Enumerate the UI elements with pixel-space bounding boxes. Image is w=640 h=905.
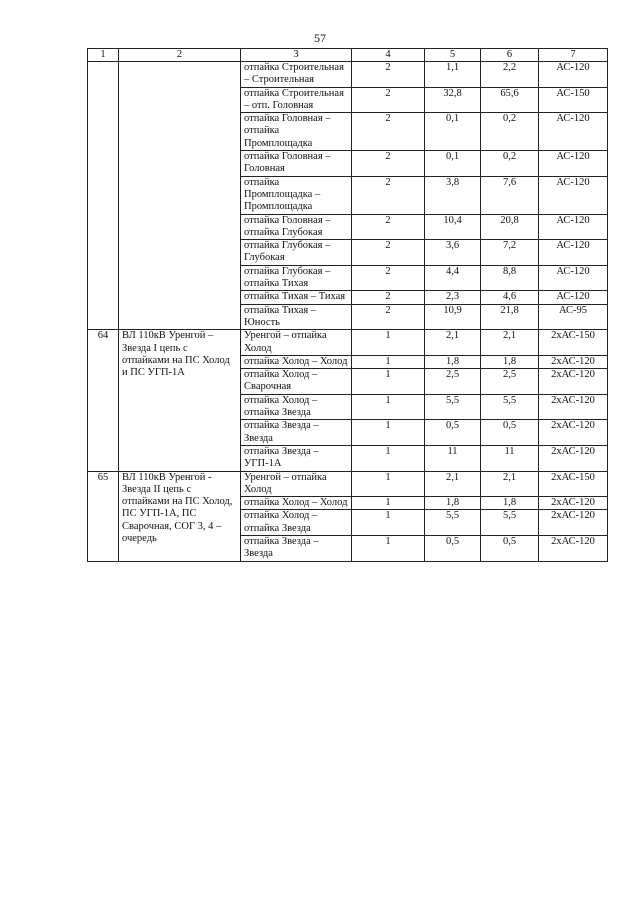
length-cell: 5,5: [425, 510, 481, 536]
table-row: [88, 330, 608, 356]
line-name-cell: ВЛ 110кВ Уренгой - Звезда II цепь с отпайками на ПС Холод, ПС УГП-1А, ПС Сварочная, СОГ 3, 4 – очередь: [119, 471, 241, 561]
total-length-cell: 2,2: [481, 62, 539, 88]
total-length-cell: 1,8: [481, 497, 539, 510]
total-length-cell: 21,8: [481, 304, 539, 330]
section-cell: отпайка Звезда – Звезда: [241, 420, 352, 446]
wire-type-cell: АС-120: [539, 113, 608, 151]
total-length-cell: 1,8: [481, 355, 539, 368]
line-number-cell: 64: [88, 330, 119, 471]
wire-type-cell: 2хАС-120: [539, 510, 608, 536]
circuit-count-cell: 1: [352, 445, 425, 471]
circuit-count-cell: 2: [352, 151, 425, 177]
wire-type-cell: АС-120: [539, 151, 608, 177]
wire-type-cell: 2хАС-120: [539, 420, 608, 446]
wire-type-cell: АС-150: [539, 87, 608, 113]
total-length-cell: 7,6: [481, 176, 539, 214]
wire-type-cell: АС-120: [539, 176, 608, 214]
power-lines-table: [87, 48, 608, 562]
total-length-cell: 2,1: [481, 330, 539, 356]
total-length-cell: 0,2: [481, 151, 539, 177]
length-cell: 2,1: [425, 471, 481, 497]
length-cell: 2,1: [425, 330, 481, 356]
length-cell: 2,5: [425, 369, 481, 395]
total-length-cell: 0,5: [481, 535, 539, 561]
section-cell: Уренгой – отпайка Холод: [241, 330, 352, 356]
column-header: 4: [352, 49, 425, 62]
length-cell: 0,5: [425, 535, 481, 561]
column-header: 7: [539, 49, 608, 62]
section-cell: отпайка Тихая – Юность: [241, 304, 352, 330]
section-cell: отпайка Звезда – УГП-1А: [241, 445, 352, 471]
circuit-count-cell: 1: [352, 394, 425, 420]
total-length-cell: 11: [481, 445, 539, 471]
total-length-cell: 7,2: [481, 240, 539, 266]
line-number-cell: 65: [88, 471, 119, 561]
wire-type-cell: 2хАС-150: [539, 471, 608, 497]
wire-type-cell: АС-120: [539, 265, 608, 291]
wire-type-cell: 2хАС-120: [539, 394, 608, 420]
wire-type-cell: 2хАС-120: [539, 445, 608, 471]
section-cell: Уренгой – отпайка Холод: [241, 471, 352, 497]
total-length-cell: 20,8: [481, 214, 539, 240]
total-length-cell: 4,6: [481, 291, 539, 304]
wire-type-cell: АС-120: [539, 214, 608, 240]
column-header: 2: [119, 49, 241, 62]
length-cell: 10,4: [425, 214, 481, 240]
wire-type-cell: АС-95: [539, 304, 608, 330]
circuit-count-cell: 1: [352, 355, 425, 368]
section-cell: отпайка Холод – Холод: [241, 355, 352, 368]
length-cell: 0,1: [425, 151, 481, 177]
length-cell: 2,3: [425, 291, 481, 304]
section-cell: отпайка Холод – отпайка Звезда: [241, 394, 352, 420]
circuit-count-cell: 2: [352, 113, 425, 151]
length-cell: 1,8: [425, 497, 481, 510]
total-length-cell: 2,1: [481, 471, 539, 497]
line-number-cell: [88, 62, 119, 330]
section-cell: отпайка Холод – отпайка Звезда: [241, 510, 352, 536]
circuit-count-cell: 2: [352, 214, 425, 240]
circuit-count-cell: 1: [352, 369, 425, 395]
circuit-count-cell: 2: [352, 176, 425, 214]
circuit-count-cell: 1: [352, 535, 425, 561]
circuit-count-cell: 2: [352, 87, 425, 113]
column-header: 6: [481, 49, 539, 62]
line-name-cell: [119, 62, 241, 330]
circuit-count-cell: 2: [352, 240, 425, 266]
column-header: 5: [425, 49, 481, 62]
wire-type-cell: АС-120: [539, 62, 608, 88]
line-name-cell: ВЛ 110кВ Уренгой – Звезда I цепь с отпайками на ПС Холод и ПС УГП-1А: [119, 330, 241, 471]
length-cell: 3,8: [425, 176, 481, 214]
total-length-cell: 0,2: [481, 113, 539, 151]
wire-type-cell: 2хАС-120: [539, 535, 608, 561]
section-cell: отпайка Тихая – Тихая: [241, 291, 352, 304]
column-header: 3: [241, 49, 352, 62]
column-header: 1: [88, 49, 119, 62]
section-cell: отпайка Промплощадка – Промплощадка: [241, 176, 352, 214]
length-cell: 1,8: [425, 355, 481, 368]
section-cell: отпайка Холод – Холод: [241, 497, 352, 510]
total-length-cell: 5,5: [481, 394, 539, 420]
wire-type-cell: 2хАС-120: [539, 369, 608, 395]
wire-type-cell: 2хАС-120: [539, 497, 608, 510]
section-cell: отпайка Строительная – Строительная: [241, 62, 352, 88]
length-cell: 0,5: [425, 420, 481, 446]
wire-type-cell: 2хАС-150: [539, 330, 608, 356]
circuit-count-cell: 1: [352, 510, 425, 536]
section-cell: отпайка Холод – Сварочная: [241, 369, 352, 395]
length-cell: 5,5: [425, 394, 481, 420]
length-cell: 1,1: [425, 62, 481, 88]
length-cell: 32,8: [425, 87, 481, 113]
circuit-count-cell: 1: [352, 471, 425, 497]
total-length-cell: 65,6: [481, 87, 539, 113]
circuit-count-cell: 1: [352, 420, 425, 446]
circuit-count-cell: 2: [352, 291, 425, 304]
section-cell: отпайка Головная – отпайка Глубокая: [241, 214, 352, 240]
length-cell: 11: [425, 445, 481, 471]
section-cell: отпайка Строительная – отп. Головная: [241, 87, 352, 113]
length-cell: 10,9: [425, 304, 481, 330]
total-length-cell: 5,5: [481, 510, 539, 536]
circuit-count-cell: 2: [352, 304, 425, 330]
circuit-count-cell: 1: [352, 497, 425, 510]
section-cell: отпайка Глубокая – Глубокая: [241, 240, 352, 266]
section-cell: отпайка Головная – отпайка Промплощадка: [241, 113, 352, 151]
circuit-count-cell: 1: [352, 330, 425, 356]
table-row: [88, 471, 608, 497]
table-header-row: [88, 49, 608, 62]
circuit-count-cell: 2: [352, 62, 425, 88]
total-length-cell: 2,5: [481, 369, 539, 395]
section-cell: отпайка Головная – Головная: [241, 151, 352, 177]
page-number: 57: [314, 31, 326, 45]
length-cell: 3,6: [425, 240, 481, 266]
section-cell: отпайка Звезда – Звезда: [241, 535, 352, 561]
circuit-count-cell: 2: [352, 265, 425, 291]
table-row: [88, 62, 608, 88]
length-cell: 0,1: [425, 113, 481, 151]
wire-type-cell: 2хАС-120: [539, 355, 608, 368]
length-cell: 4,4: [425, 265, 481, 291]
wire-type-cell: АС-120: [539, 291, 608, 304]
total-length-cell: 8,8: [481, 265, 539, 291]
total-length-cell: 0,5: [481, 420, 539, 446]
section-cell: отпайка Глубокая – отпайка Тихая: [241, 265, 352, 291]
wire-type-cell: АС-120: [539, 240, 608, 266]
